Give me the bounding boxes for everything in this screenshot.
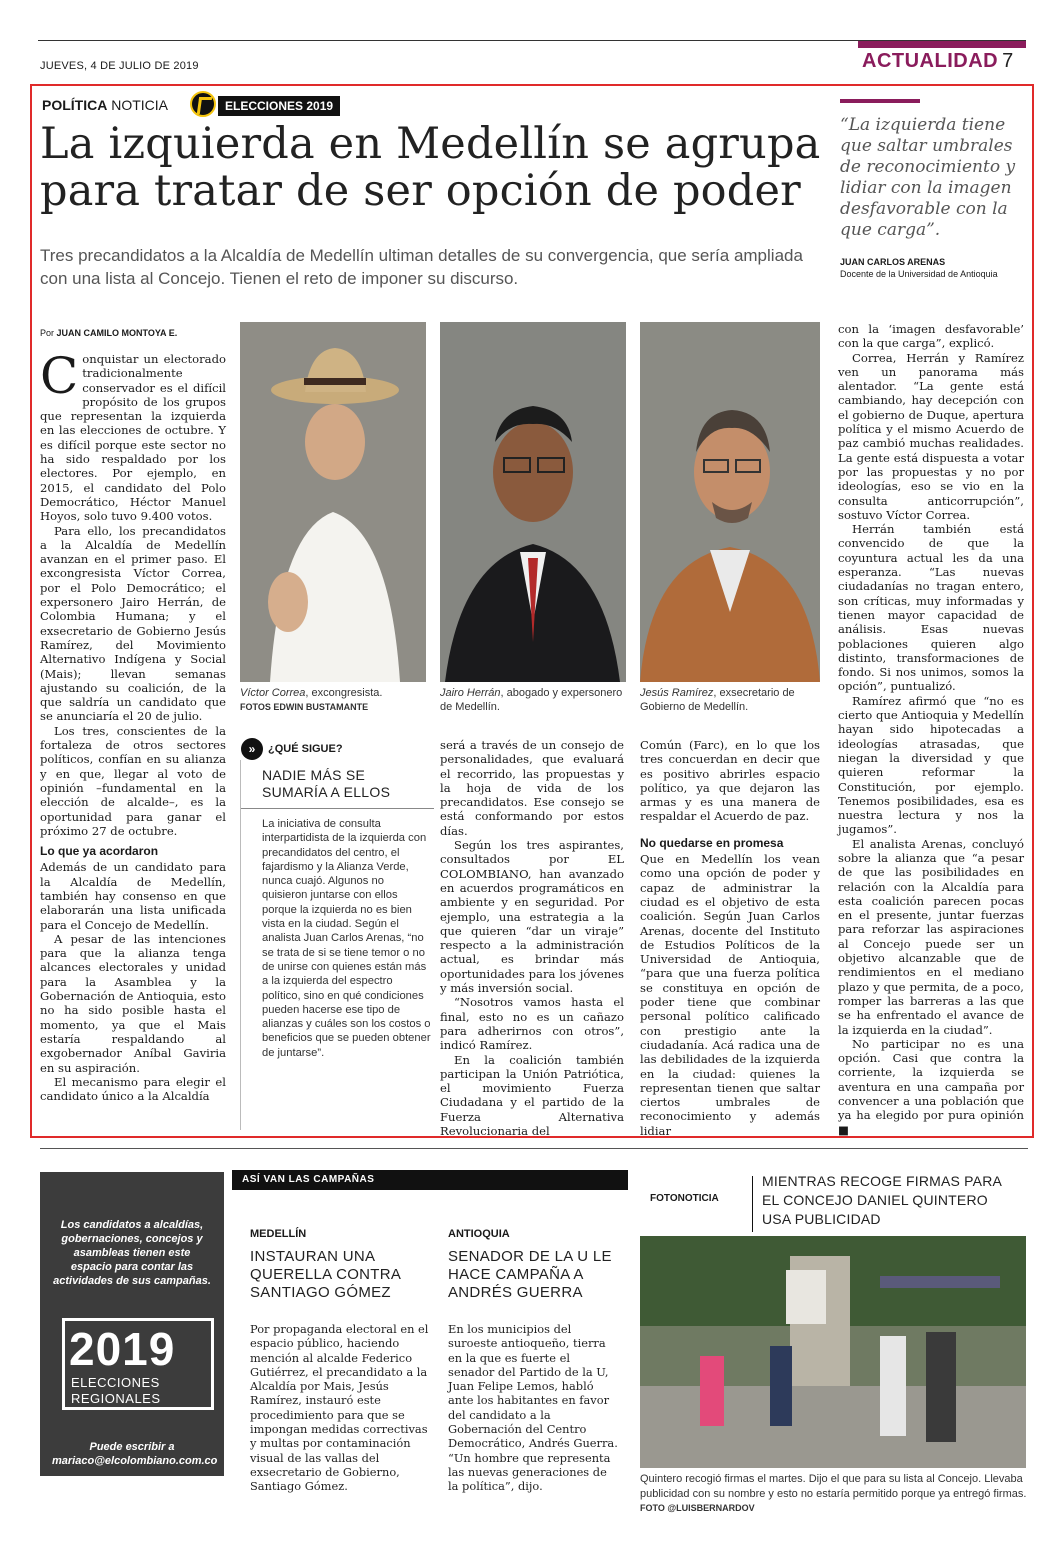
photo-jesus-ramirez xyxy=(640,322,820,682)
col5-paragraph-4: Ramírez afirmó que “no es cierto que Antioquia y Medellín hayan sido hipotecadas a ideologías atrasadas, que niegan la diversidad y que quieren reformar la Constitución, por ejemplo. Tenemos posibilidades, esa es nuestra lectura y nos la jugamos”. xyxy=(838,693,1024,837)
campaign-1-text: Por propaganda electoral en el espacio público, haciendo mención al alcalde Federico Gutiérrez, el precandidato a la Alcaldía por Mais, Jesús Ramírez, instauró este procedimiento para que se impongan medidas correctivas y multas por contaminación visual de las vallas del exsecretario de Gobierno, Santiago Gómez. xyxy=(250,1322,429,1494)
logo-line-2: REGIONALES xyxy=(71,1391,161,1406)
pull-quote: “La izquierda tiene que saltar umbrales de reconocimiento y lidiar con la imagen desfavorable con la que carga”. xyxy=(840,115,1016,240)
col4-paragraph-1: Común (Farc), en lo que los tres concuerdan en decir que es positivo abrirles espacio político, ya que dejaron las armas y es una manera de respaldar el Acuerdo de paz. xyxy=(640,738,820,824)
photo-news-title: MIENTRAS RECOGE FIRMAS PARA EL CONCEJO DANIEL QUINTERO USA PUBLICIDAD xyxy=(762,1173,1002,1227)
photo-credit: FOTOS EDWIN BUSTAMANTE xyxy=(240,702,369,712)
campaigns-bar-label: ASÍ VAN LAS CAMPAÑAS xyxy=(242,1174,375,1185)
col5-paragraph-1: con la ‘imagen desfavorable’ con la que carga”, explicó. xyxy=(838,322,1024,351)
section-label: ACTUALIDAD xyxy=(862,50,999,72)
street-scene-illustration xyxy=(640,1236,1026,1468)
page-number: 7 xyxy=(1002,50,1014,72)
kicker-category: POLÍTICA xyxy=(42,97,108,113)
caption-2 xyxy=(440,686,624,714)
section-color-bar xyxy=(858,41,1026,48)
byline-prefix: Por xyxy=(40,328,55,338)
col5-paragraph-6: No participar no es una opción. Casi que contra la corriente, la izquierda se aventura en una campaña por convencer a una población que ya ha elegido por pura opinión ■ xyxy=(838,1036,1024,1137)
col1-paragraph-1: onquistar un electorado tradicionalmente conservador es el difícil propósito de los grupos que representan la izquierda en las elecciones de octubre. Y es difícil porque este sector no ha sido respaldado por los electores. Por ejemplo, en 2015, el candidato del Polo Democrático, Héctor Manuel Hoyos, solo tuvo 9.400 votos. xyxy=(40,352,226,524)
caption-1-role: , excongresista. xyxy=(305,687,383,699)
campaign-2-city: ANTIOQUIA xyxy=(448,1228,510,1240)
photo-news-caption xyxy=(640,1472,1030,1516)
article-column-4 xyxy=(640,738,820,1138)
col5-paragraph-5: El analista Arenas, concluyó sobre la alianza que “a pesar de que las posibilidades en relación con la Alcaldía para esta coalición parecen pocas en el presente, juntar fuerzas para reforzar las aspiraciones al Concejo puede ser un objetivo alcanzable que de rendimientos en el mediano plazo y que permita, de a poco, romper las barreras a las que se ha enfrentado el avance de la izquierda en la ciudad”. xyxy=(838,836,1024,1037)
caption-2-name: Jairo Herrán xyxy=(440,687,501,699)
caption-1-name: Víctor Correa xyxy=(240,687,306,699)
col1-paragraph-5: A pesar de las intenciones para que la alianza tenga alcances electorales y unidad para la Asamblea y la Gobernación de Antioquia, esto no ha sido posible hasta el momento, ya que el Mais estaría respaldando al exgobernador Aníbal Gaviria en su aspiración. xyxy=(40,931,226,1075)
photo-news-label: FOTONOTICIA xyxy=(650,1193,719,1204)
quote-accent-bar xyxy=(840,99,920,103)
col5-paragraph-2: Correa, Herrán y Ramírez ven un panorama más alentador. “La gente está cambiando, hay decepción con el gobierno de Duque, apertura política y el mismo Acuerdo de paz cambió muchas realidades. La gente está dispuesta a votar por las propuestas y no por ideologías, eso se vio en la consulta anticorrupción”, sostuvo Víctor Correa. xyxy=(838,350,1024,522)
photo-jairo-herran xyxy=(440,322,626,682)
campaign-2-text: En los municipios del suroeste antioqueño, tierra en la que es fuerte el senador del Partido de la U, Juan Felipe Lemos, habló ante los habitantes en favor del candidato a la Gobernación del Centro Democrático, Andrés Guerra. “Un hombre que representa las nuevas generaciones de la política”, dijo. xyxy=(448,1322,618,1494)
col4-paragraph-2: Que en Medellín los vean como una opción de poder y capaz de administrar la ciudad es el objetivo de esta coalición. Según Juan Carlos Arenas, docente del Instituto de Estudios Políticos de la Universidad de Antioquia, “para que una fuerza política se constituya en opción de poder tiene que combinar personal político calificado con prestigio ante la ciudadanía. Acá radica una de las debilidades de la izquierda en la ciudad: quienes la representan tienen que saltar ciertos umbrales de reconocimiento y además lidiar xyxy=(640,852,820,1138)
col1-subhead: Lo que ya acordaron xyxy=(40,844,159,859)
bottom-rule xyxy=(40,1148,1028,1149)
portrait-illustration xyxy=(240,322,426,682)
issue-date: JUEVES, 4 DE JULIO DE 2019 xyxy=(40,60,199,72)
elections-tag: ELECCIONES 2019 xyxy=(218,96,340,116)
col1-paragraph-4: Además de un candidato para la Alcaldía de Medellín, también hay consenso en que elaborarán una lista unificada para el Concejo de Medellín. xyxy=(40,860,226,932)
article-column-5 xyxy=(838,322,1024,1137)
col3-paragraph-3: “Nosotros vamos hasta el final, esto no es un cañazo para adherirnos con otros”, indicó Ramírez. xyxy=(440,995,624,1053)
quote-author-role: Docente de la Universidad de Antioquia xyxy=(840,269,998,279)
byline-author: JUAN CAMILO MONTOYA E. xyxy=(56,328,178,338)
kicker-type: NOTICIA xyxy=(111,97,169,113)
caption-2-role: , abogado y expersonero de Medellín. xyxy=(440,687,623,713)
photo-news-divider xyxy=(752,1176,753,1232)
photo-news-credit: FOTO @LUISBERNARDOV xyxy=(640,1503,755,1513)
photo-news-image xyxy=(640,1236,1026,1468)
photo-news-caption-text: Quintero recogió firmas el martes. Dijo el que para su lista al Concejo. Llevaba publicidad con su nombre y esto no estaría permitido porque ya entregó firmas. xyxy=(640,1473,1027,1500)
campaign-2-title: SENADOR DE LA U LE HACE CAMPAÑA A ANDRÉS GUERRA xyxy=(448,1248,612,1301)
col1-paragraph-6: El mecanismo para elegir el candidato único a la Alcaldía xyxy=(40,1074,226,1104)
caption-3 xyxy=(640,686,820,714)
whats-next-text: La iniciativa de consulta interpartidista de la izquierda con precandidatos del centro, el fajardismo y la Alianza Verde, nunca cuajó. Algunos no quisieron juntarse con ellos porque la izquierda no es bien vista en la ciudad. Según el analista Juan Carlos Arenas, “no se trata de si se tiene temor o no de unirse con quienes están más a la izquierda del espectro político, sino en qué condiciones pueden hacerse ese tipo de alianzas y cuáles son los costos o beneficios que se pueden obtener de juntarse”. xyxy=(262,818,431,1059)
whats-next-title: NADIE MÁS SE SUMARÍA A ELLOS xyxy=(262,767,391,800)
article-column-3 xyxy=(440,738,624,1139)
portrait-illustration xyxy=(640,322,820,682)
whats-next-rule xyxy=(240,808,434,809)
photo-victor-correa xyxy=(240,322,426,682)
caption-1 xyxy=(240,686,430,714)
campaign-panel-text: Los candidatos a alcaldías, gobernaciones, concejos y asambleas tienen este espacio para contar las actividades de sus campañas. xyxy=(53,1219,211,1287)
col5-paragraph-3: Herrán también está convencido de que la coyuntura actual les da una esperanza. “Las nuevas ciudadanías no tragan entero, son críticas, muy informadas y tienen mayor capacidad de análisis. Esas nuevas poblaciones quieren algo distinto, transformaciones de fondo. Si nos unimos, somos la opción”, puntualizó. xyxy=(838,522,1024,694)
caption-3-role: , exsecretario de Gobierno de Medellín. xyxy=(640,687,795,713)
col4-subhead: No quedarse en promesa xyxy=(640,835,784,850)
col3-paragraph-2: Según los tres aspirantes, consultados por EL COLOMBIANO, han avanzado en acuerdos programáticos en ambiente y en seguridad. Por ejemplo, una estrategia a la que quieren “dar un viraje” respecto a la administración actual, es brindar más oportunidades para los jóvenes y más inversión social. xyxy=(440,838,624,996)
col3-paragraph-4: En la coalición también participan la Unión Patriótica, el movimiento Fuerza Ciudadana y el partido de la Fuerza Alternativa Revolucionaria del xyxy=(440,1052,624,1139)
whats-next-side-rule xyxy=(240,760,241,1130)
elections-2019-logo xyxy=(62,1318,214,1410)
quote-author: JUAN CARLOS ARENAS xyxy=(840,257,946,267)
article-column-1 xyxy=(40,347,226,1130)
byline xyxy=(40,328,177,338)
section-name xyxy=(862,50,1014,73)
elections-logo-icon xyxy=(190,91,216,117)
whats-next-label: ¿QUÉ SIGUE? xyxy=(268,743,343,755)
drop-cap: C xyxy=(40,347,79,405)
contact-email: Puede escribir a mariaco@elcolombiano.com.co xyxy=(52,1441,218,1467)
logo-line-1: ELECCIONES xyxy=(71,1375,160,1390)
caption-3-name: Jesús Ramírez xyxy=(640,687,714,699)
campaign-1-city: MEDELLÍN xyxy=(250,1228,307,1240)
deck: Tres precandidatos a la Alcaldía de Medellín ultiman detalles de su convergencia, que sería ampliada con una lista al Concejo. Tienen el reto de imponer su discurso. xyxy=(40,246,803,288)
headline: La izquierda en Medellín se agrupa para tratar de ser opción de poder xyxy=(40,119,821,216)
campaign-1-title: INSTAURAN UNA QUERELLA CONTRA SANTIAGO GÓMEZ xyxy=(250,1248,401,1301)
logo-year: 2019 xyxy=(69,1323,176,1375)
col1-paragraph-3: Los tres, conscientes de la fortaleza de otros sectores políticos, confían en su alianza y en que, llegar al voto de opinión –fundamental en la elección de alcalde–, es la oportunidad para ganar el próximo 27 de octubre. xyxy=(40,723,226,838)
kicker xyxy=(42,97,168,113)
portrait-illustration xyxy=(440,322,626,682)
col3-paragraph-1: será a través de un consejo de personalidades, que evaluará el recorrido, las propuestas y la hoja de vida de los precandidatos. Ese consejo se está conformando por estos días. xyxy=(440,738,624,838)
chevron-right-icon: » xyxy=(241,738,263,760)
col1-paragraph-2: Para ello, los precandidatos a la Alcaldía de Medellín avanzan en el primer paso. El excongresista Víctor Correa, por el Polo Democrático; el expersonero Jairo Herrán, de Colombia Humana; y el exsecretario de Gobierno Jesús Ramírez, del Movimiento Alternativo Indígena y Social (Mais); llevan semanas ajustando su coalición, de la que saldría un candidato que se anunciaría el 20 de julio. xyxy=(40,523,226,724)
